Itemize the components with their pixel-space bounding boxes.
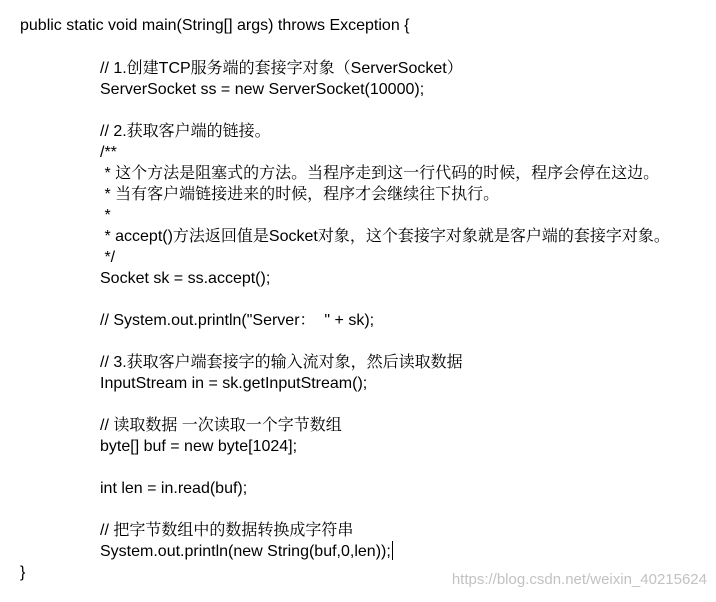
print-string-line[interactable] xyxy=(100,541,393,562)
comment-read-data: // 读取数据 一次读取一个字节数组 xyxy=(100,417,342,434)
watermark-url: https://blog.csdn.net/weixin_40215624 xyxy=(451,571,707,588)
socket-accept-line: Socket sk = ss.accept(); xyxy=(100,270,271,287)
closing-brace-line: } xyxy=(20,564,26,581)
server-socket-line: ServerSocket ss = new ServerSocket(10000); xyxy=(100,81,425,98)
doc-comment-open: /** xyxy=(100,144,117,161)
print-string-text: System.out.println(new String(buf,0,len)); xyxy=(100,543,391,560)
comment-create-server-socket: // 1.创建TCP服务端的套接字对象（ServerSocket） xyxy=(100,60,463,77)
doc-comment-line-accept: * accept()方法返回值是Socket对象，这个套接字对象就是客户端的套接字对象。 xyxy=(100,228,670,245)
read-buffer-line: int len = in.read(buf); xyxy=(100,480,248,497)
comment-get-client-link: // 2.获取客户端的链接。 xyxy=(100,123,271,140)
text-caret xyxy=(392,541,393,560)
doc-comment-line-blank: * xyxy=(100,207,111,224)
comment-convert-string: // 把字节数组中的数据转换成字符串 xyxy=(100,522,354,539)
doc-comment-close: */ xyxy=(100,249,116,266)
doc-comment-line-continue: * 当有客户端链接进来的时候，程序才会继续往下执行。 xyxy=(100,186,500,203)
method-signature-line: public static void main(String[] args) throws Exception { xyxy=(20,17,410,34)
byte-buffer-line: byte[] buf = new byte[1024]; xyxy=(100,438,298,455)
doc-comment-line-blocking: * 这个方法是阻塞式的方法。当程序走到这一行代码的时候，程序会停在这边。 xyxy=(100,165,660,182)
comment-print-server: // System.out.println("Server： " + sk); xyxy=(100,312,375,329)
comment-get-input-stream: // 3.获取客户端套接字的输入流对象，然后读取数据 xyxy=(100,354,463,371)
input-stream-line: InputStream in = sk.getInputStream(); xyxy=(100,375,368,392)
